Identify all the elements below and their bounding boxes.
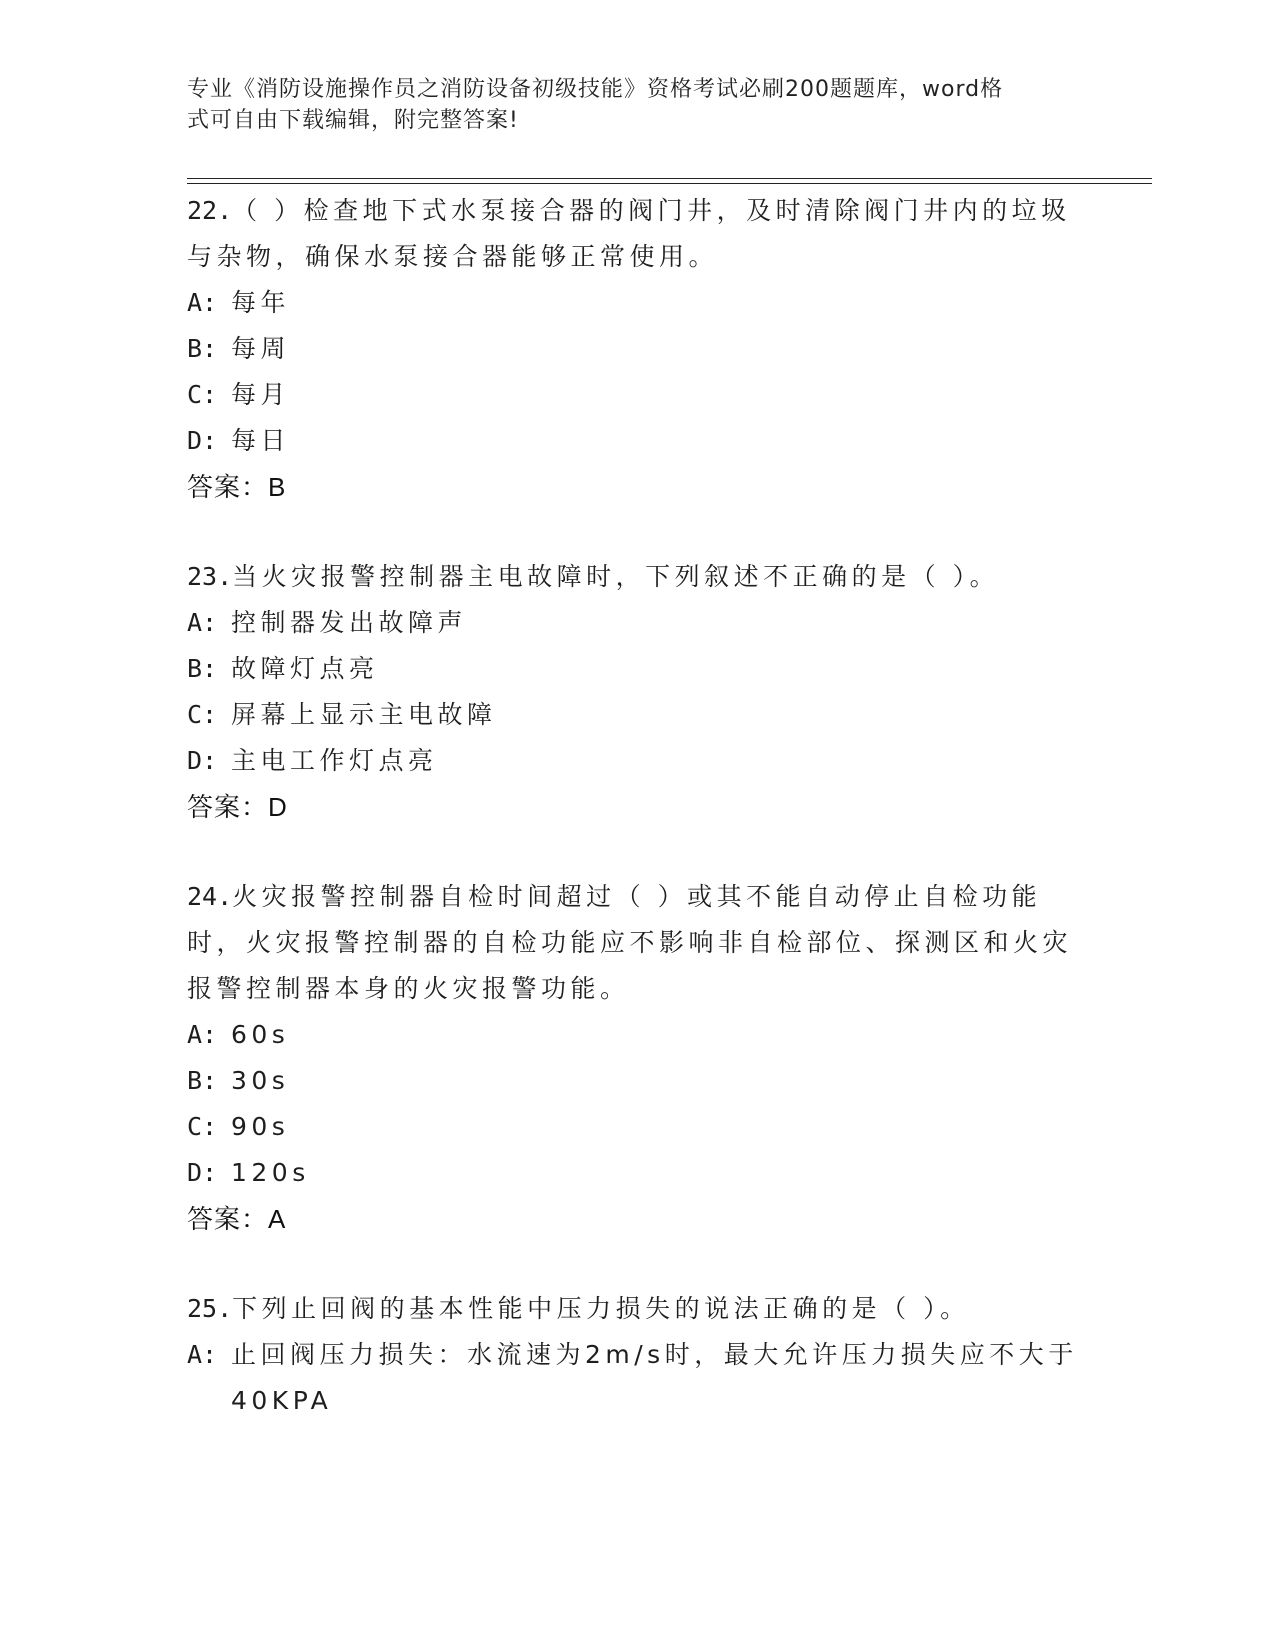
- option-key: C:: [187, 380, 218, 409]
- answer-line: 答案：D: [187, 792, 288, 822]
- question-text: 火灾报警控制器自检时间超过（ ）或其不能自动停止自检功能时，火灾报警控制器的自检功能应不影响非自检部位、探测区和火灾报警控制器本身的火灾报警功能。: [187, 882, 1073, 1003]
- option-key: C:: [187, 1112, 218, 1141]
- option-a: [187, 600, 1087, 646]
- option-text: 每周: [231, 334, 291, 363]
- option-c: [187, 372, 1087, 418]
- option-text: 60s: [231, 1020, 290, 1049]
- option-key: D:: [187, 746, 218, 775]
- option-b: [187, 326, 1087, 372]
- option-text: 每年: [231, 288, 291, 317]
- option-key: A:: [187, 1340, 218, 1369]
- header-divider-top: [187, 178, 1152, 179]
- option-text: 每月: [231, 380, 291, 409]
- option-text: 控制器发出故障声: [231, 608, 468, 637]
- option-d: [187, 1150, 1087, 1196]
- question-25: [187, 1286, 1087, 1424]
- question-24: [187, 874, 1087, 1242]
- option-key: A:: [187, 288, 218, 317]
- option-key: A:: [187, 1020, 218, 1049]
- option-c: [187, 1104, 1087, 1150]
- header-line-1: 专业《消防设施操作员之消防设备初级技能》资格考试必刷200题题库，word格: [187, 77, 1004, 102]
- question-number: 25.: [187, 1294, 233, 1323]
- answer-line: 答案：B: [187, 472, 287, 502]
- question-stem: [187, 188, 1087, 280]
- option-text: 90s: [231, 1112, 290, 1141]
- option-a: [187, 1332, 1087, 1424]
- question-stem: [187, 554, 1087, 600]
- option-d: [187, 738, 1087, 784]
- option-a: [187, 280, 1087, 326]
- option-key: B:: [187, 334, 218, 363]
- option-key: D:: [187, 426, 218, 455]
- option-b: [187, 1058, 1087, 1104]
- option-key: C:: [187, 700, 218, 729]
- option-text: 30s: [231, 1066, 290, 1095]
- option-text: 每日: [231, 426, 291, 455]
- question-23: [187, 554, 1087, 830]
- option-text: 故障灯点亮: [231, 654, 379, 683]
- option-key: B:: [187, 654, 218, 683]
- option-text: 止回阀压力损失：水流速为2m/s时，最大允许压力损失应不大于40KPA: [231, 1340, 1078, 1415]
- option-key: B:: [187, 1066, 218, 1095]
- option-c: [187, 692, 1087, 738]
- question-stem: [187, 874, 1087, 1012]
- option-a: [187, 1012, 1087, 1058]
- document-header: [187, 74, 1067, 136]
- question-text: （ ）检查地下式水泵接合器的阀门井，及时清除阀门井内的垃圾与杂物，确保水泵接合器能够正常使用。: [187, 196, 1071, 271]
- option-text: 主电工作灯点亮: [231, 746, 438, 775]
- header-line-2: 式可自由下载编辑，附完整答案!: [187, 108, 519, 133]
- option-b: [187, 646, 1087, 692]
- question-text: 下列止回阀的基本性能中压力损失的说法正确的是（ ）。: [232, 1294, 970, 1323]
- question-22: [187, 188, 1087, 510]
- answer-line: 答案：A: [187, 1204, 287, 1234]
- question-number: 23.: [187, 562, 233, 591]
- question-text: 当火灾报警控制器主电故障时，下列叙述不正确的是（ ）。: [232, 562, 1000, 591]
- question-number: 22.: [187, 196, 233, 225]
- question-stem: [187, 1286, 1087, 1332]
- option-key: A:: [187, 608, 218, 637]
- question-number: 24.: [187, 882, 233, 911]
- option-d: [187, 418, 1087, 464]
- header-divider-bottom: [187, 183, 1152, 184]
- option-key: D:: [187, 1158, 218, 1187]
- option-text: 120s: [231, 1158, 310, 1187]
- option-text: 屏幕上显示主电故障: [231, 700, 497, 729]
- question-list: [187, 188, 1087, 1468]
